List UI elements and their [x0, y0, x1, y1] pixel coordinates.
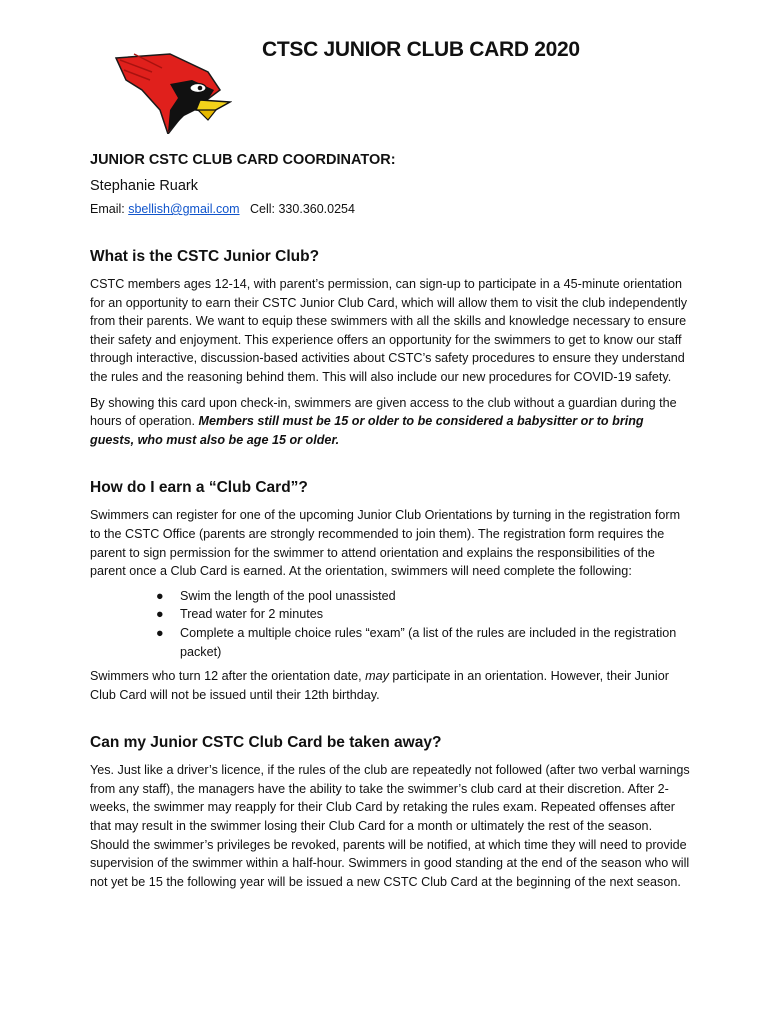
section-heading: How do I earn a “Club Card”?	[90, 479, 308, 497]
email-label: Email:	[90, 202, 125, 216]
section-how-earn	[90, 477, 690, 704]
paragraph: Swimmers can register for one of the upcoming Junior Club Orientations by turning in the registration form to the CSTC Office (parents are strongly recommended to join them). The registration form requires the parent to sign permission for the swimmer to attend orientation and explains the responsibilities of the parent once a Club Card is earned. At the orientation, swimmers will need complete the following:	[90, 508, 681, 579]
bullet-icon: ●	[156, 625, 164, 640]
cell-number: 330.360.0254	[278, 202, 355, 216]
emphasis-text: Members still must be 15 or older to be considered a babysitter or to bring guests, who must also be age 15 or older.	[90, 414, 644, 447]
paragraph-text: Swimmers who turn 12 after the orientation date,	[90, 669, 366, 684]
list-item-text: Complete a multiple choice rules “exam” (a list of the rules are included in the registration packet)	[180, 625, 677, 659]
paragraph: Yes. Just like a driver’s licence, if the rules of the club are repeatedly not followed (after two verbal warnings from any staff), the managers have the ability to take the swimmer’s club card at their discretion. After 2-weeks, the swimmer may reapply for their Club Card by retaking the rules exam. Repeated offenses after that may result in the swimmer losing their Club Card for a month or ultimately the rest of the season. Should the swimmer’s privileges be revoked, parents will be notified, at which time they will need to provide supervision of the swimmer within a half-hour. Swimmers in good standing at the end of the season who will not yet be 15 the following year will be issued a new CSTC Club Card at the beginning of the next season.	[90, 763, 690, 889]
section-taken-away	[90, 732, 690, 891]
paragraph	[90, 394, 690, 450]
cell-label: Cell:	[249, 202, 275, 216]
cardinal-logo-icon	[112, 50, 232, 134]
paragraph	[90, 667, 690, 704]
list-item-text: Swim the length of the pool unassisted	[180, 588, 396, 603]
paragraph: CSTC members ages 12-14, with parent’s permission, can sign-up to participate in a 45-minute orientation for an opportunity to earn their CSTC Junior Club Card, which will allow them to visit the club independently from their parents. We want to equip these swimmers with all the skills and knowledge necessary to ensure their safety and enjoyment. This experience offers an opportunity for the swimmers to get to know our staff through interactive, discussion-based activities about CSTC’s safety procedures to ensure they understand the rules and the reasoning behind them. This will also include our new procedures for COVID-19 safety.	[90, 277, 688, 384]
list-item	[156, 624, 690, 661]
italic-text: may	[365, 669, 389, 684]
bullet-icon: ●	[156, 588, 164, 603]
section-what-is	[90, 246, 690, 449]
requirements-list	[90, 587, 690, 661]
list-item	[156, 587, 690, 606]
paragraph-text: participate in an orientation. However, their Junior Club Card will not be issued until their 12th birthday.	[90, 669, 669, 702]
document-title: CTSC JUNIOR CLUB CARD 2020	[262, 38, 580, 61]
section-heading: What is the CSTC Junior Club?	[90, 248, 320, 265]
list-item-text: Tread water for 2 minutes	[180, 607, 324, 622]
list-item	[156, 605, 690, 624]
coordinator-contact	[90, 200, 690, 218]
document-body	[90, 150, 690, 891]
coordinator-name: Stephanie Ruark	[90, 178, 199, 194]
paragraph-text: By showing this card upon check-in, swimmers are given access to the club without a guardian during the hours of operation.	[90, 395, 677, 429]
email-link[interactable]: sbellish@gmail.com	[128, 202, 240, 216]
section-heading: Can my Junior CSTC Club Card be taken away?	[90, 734, 442, 752]
bullet-icon: ●	[156, 607, 164, 622]
coordinator-heading: JUNIOR CSTC CLUB CARD COORDINATOR:	[90, 152, 396, 168]
